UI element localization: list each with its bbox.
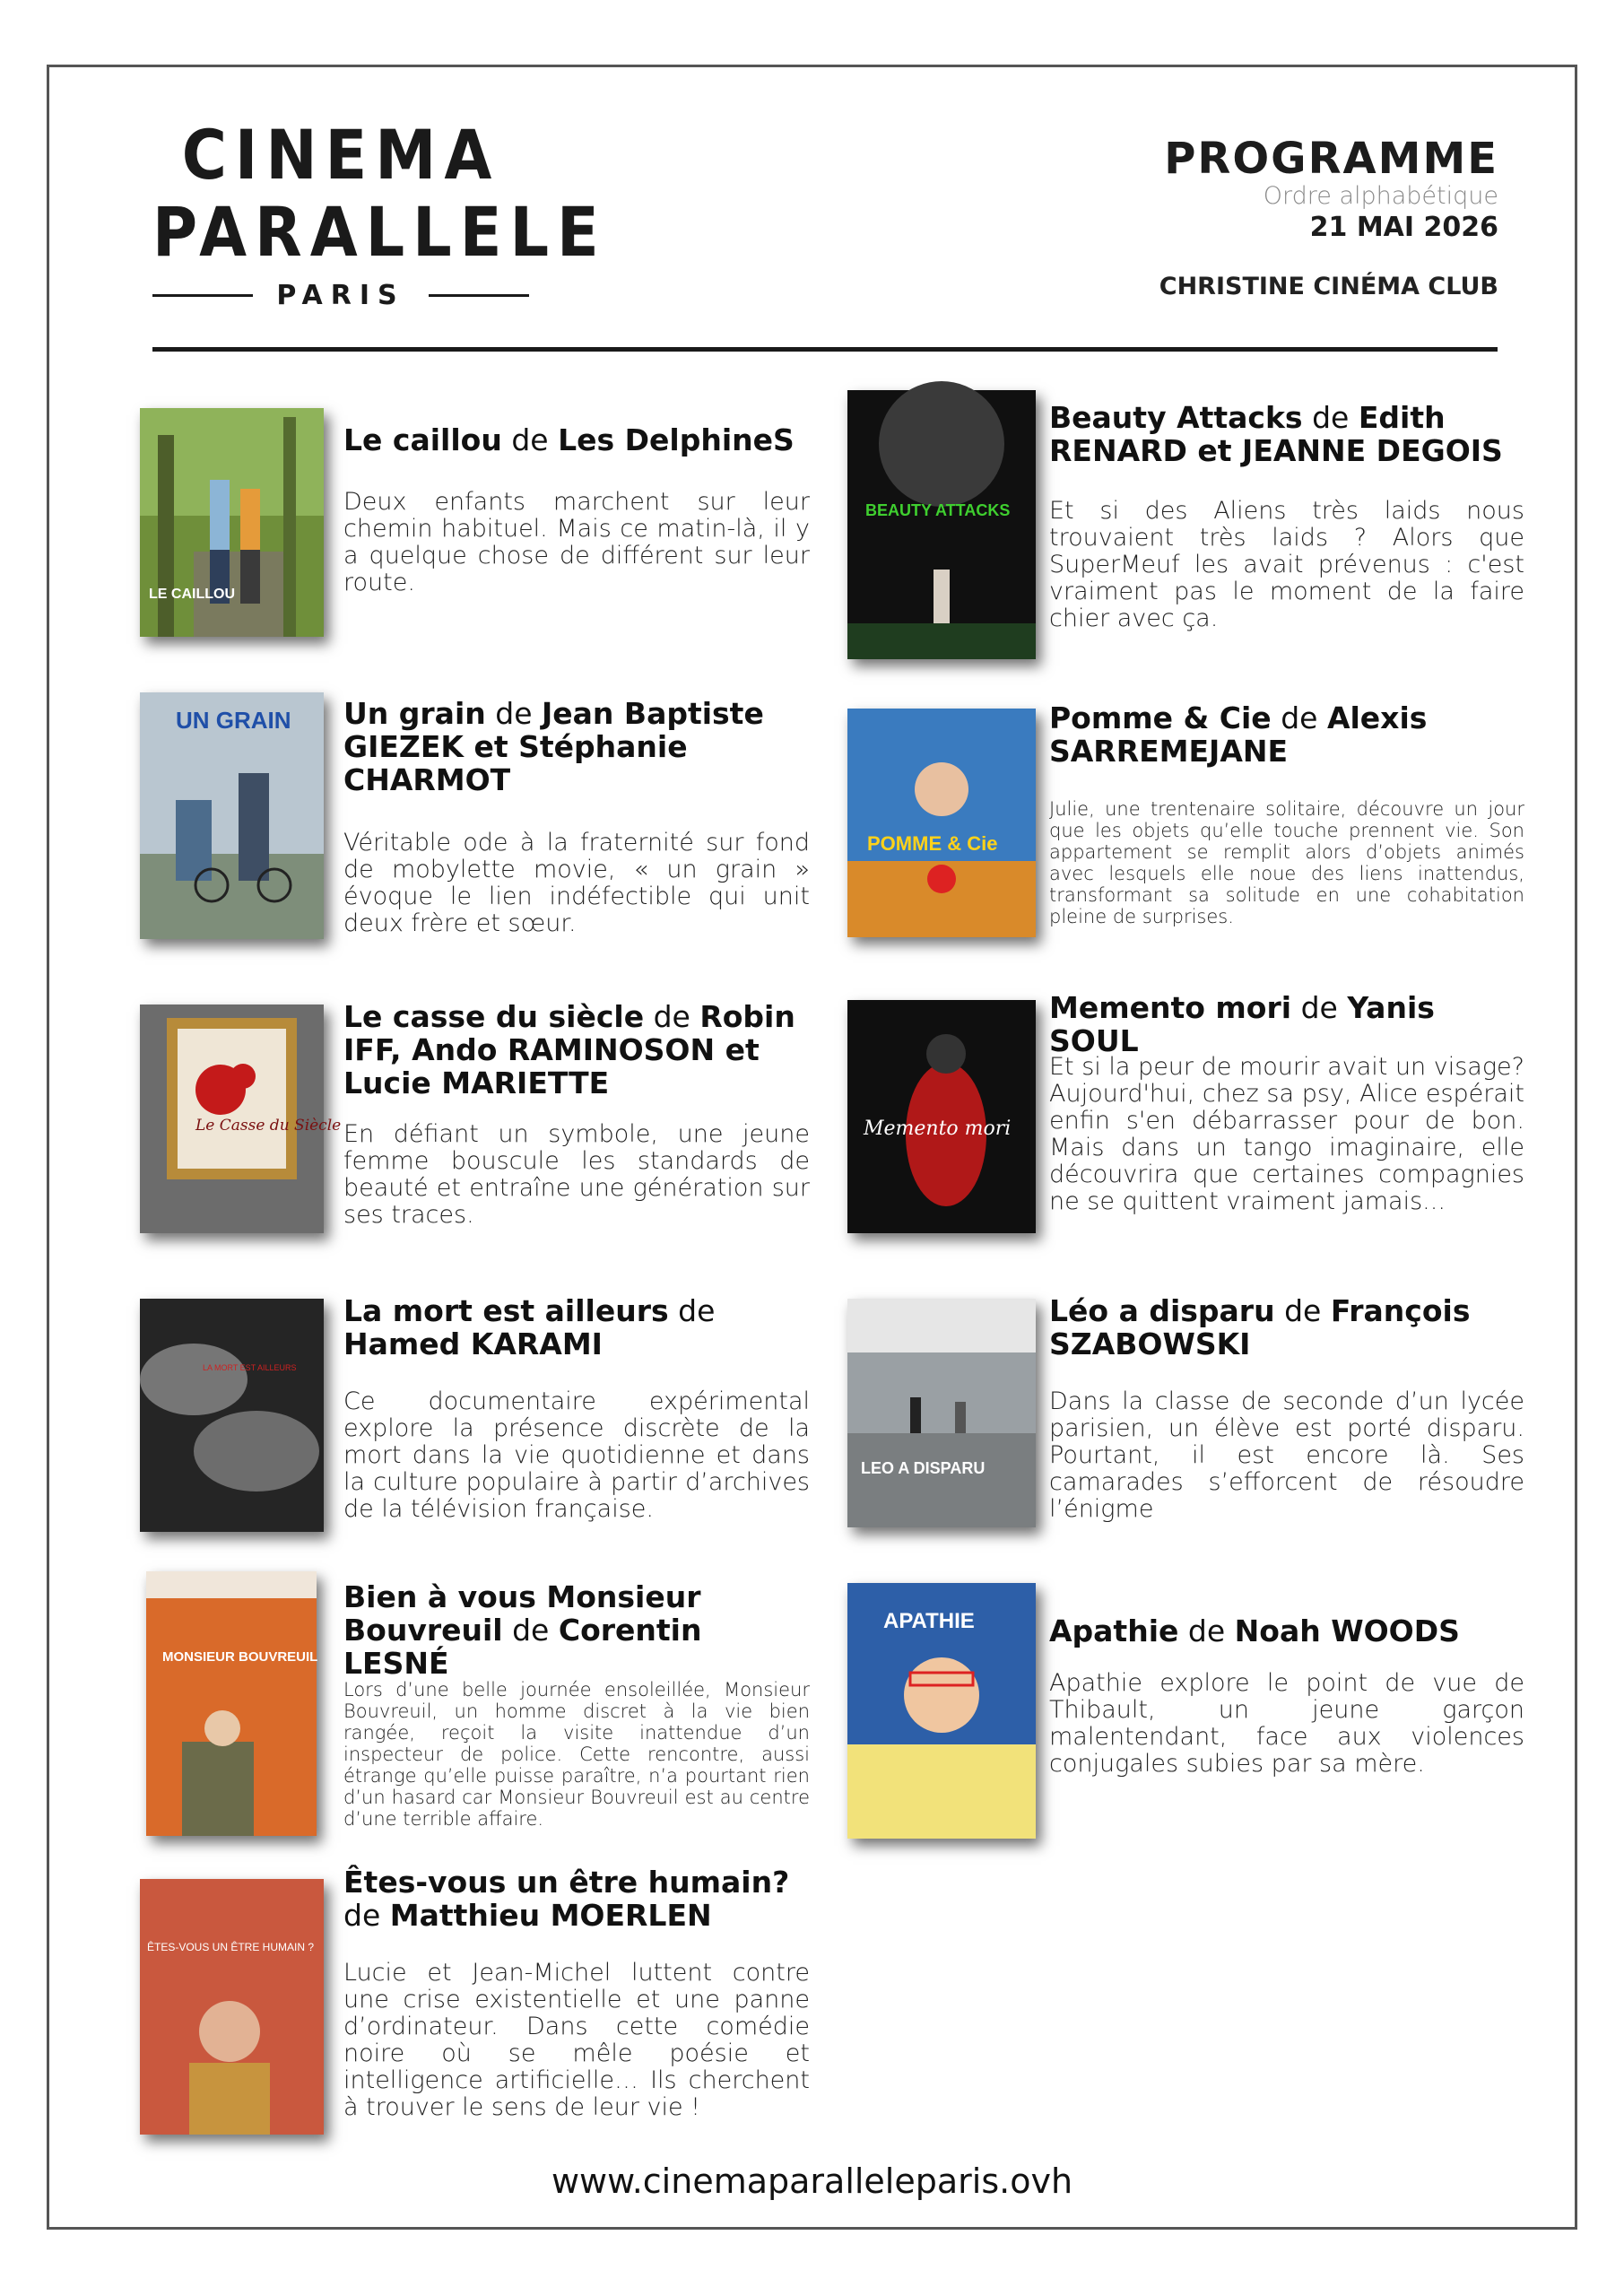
film-desc-apathie: Apathie explore le point de vue de Thibault, un jeune garçon malentendant, face aux violences conjugales subies par sa mère. [1049, 1669, 1524, 1778]
programme-date: 21 MAI 2026 [1309, 212, 1498, 243]
logo-rule-left [152, 294, 253, 297]
poster-etes-vous-un-etre-humain [140, 1879, 324, 2135]
logo-line-1: CINEMA [181, 115, 500, 195]
film-title-pomme-et-cie: Pomme & Cie de Alexis SARREMEJANE [1049, 700, 1428, 769]
header-divider [152, 347, 1498, 352]
film-desc-leo-a-disparu: Dans la classe de seconde d’un lycée parisien, un élève est porté disparu. Pourtant, il est encore là. Ses camarades s’efforcent de résoudre l’énigme [1049, 1387, 1524, 1523]
film-title-apathie: Apathie de Noah WOODS [1049, 1613, 1460, 1648]
film-title-le-casse-du-siecle: Le casse du siècle de Robin IFF, Ando RAMINOSON et Lucie MARIETTE [343, 999, 795, 1100]
film-desc-memento-mori: Et si la peur de mourir avait un visage? Aujourd'hui, chez sa psy, Alice espérait enfin s'en débarrasser pour de bon. Mais dans un tango imaginaire, elle découvrira que certaines compagnies ne se quittent vraiment jamais... [1049, 1053, 1524, 1215]
poster-pomme-et-cie [847, 709, 1036, 937]
film-title-leo-a-disparu: Léo a disparu de François SZABOWSKI [1049, 1293, 1471, 1361]
poster-memento-mori [847, 1000, 1036, 1233]
poster-un-grain [140, 692, 324, 939]
svg-text:POMME & Cie: POMME & Cie [867, 832, 998, 855]
svg-text:MONSIEUR BOUVREUIL: MONSIEUR BOUVREUIL [162, 1649, 318, 1665]
programme-club: CHRISTINE CINÉMA CLUB [1159, 273, 1498, 300]
svg-text:Memento mori: Memento mori [864, 1118, 1012, 1140]
film-desc-beauty-attacks: Et si des Aliens très laids nous trouvaient très laids ? Alors que SuperMeuf les avait prévenus : c'est vraiment pas le moment de la faire chier avec ça. [1049, 497, 1524, 632]
svg-text:BEAUTY ATTACKS: BEAUTY ATTACKS [865, 501, 1011, 519]
svg-text:UN GRAIN: UN GRAIN [176, 707, 291, 734]
svg-text:LA MORT EST AILLEURS: LA MORT EST AILLEURS [203, 1363, 297, 1372]
film-desc-le-casse-du-siecle: En défiant un symbole, une jeune femme bouscule les standards de beauté et entraîne une génération sur ses traces. [343, 1120, 810, 1229]
film-title-beauty-attacks: Beauty Attacks de Edith RENARD et JEANNE DEGOIS [1049, 400, 1503, 468]
svg-text:LE CAILLOU: LE CAILLOU [149, 587, 235, 602]
film-desc-etes-vous-un-etre-humain: Lucie et Jean-Michel luttent contre une crise existentielle et une panne d’ordinateur. Dans cette comédie noire où se mêle poésie et intelligence artificielle… Ils cherchent à trouver le sens de leur vie ! [343, 1959, 810, 2121]
film-desc-monsieur-bouvreuil: Lors d’une belle journée ensoleillée, Monsieur Bouvreuil, un homme discret à la vie bien rangée, reçoit la visite inattendue d’un inspecteur de police. Cette rencontre, aussi étrange qu’elle puisse paraître, n’a pourtant rien d’un hasard car Monsieur Bouvreuil est au centre d’une terrible affaire. [343, 1679, 810, 1830]
film-title-la-mort-est-ailleurs: La mort est ailleurs de Hamed KARAMI [343, 1293, 716, 1361]
svg-text:Le Casse du Siècle: Le Casse du Siècle [195, 1117, 342, 1135]
logo-rule-right [429, 294, 529, 297]
poster-monsieur-bouvreuil [146, 1571, 317, 1836]
poster-leo-a-disparu [847, 1299, 1036, 1527]
website-link[interactable]: www.cinemaparalleleparis.ovh [551, 2161, 1073, 2201]
poster-la-mort-est-ailleurs [140, 1299, 324, 1532]
film-desc-le-caillou: Deux enfants marchent sur leur chemin habituel. Mais ce matin-là, il y a quelque chose de différent sur leur route. [343, 488, 810, 596]
film-desc-un-grain: Véritable ode à la fraternité sur fond de mobylette movie, « un grain » évoque le lien indéfectible qui unit deux frère et sœur. [343, 829, 810, 937]
film-title-etes-vous-un-etre-humain: Êtes-vous un être humain? de Matthieu MOERLEN [343, 1865, 790, 1933]
film-title-un-grain: Un grain de Jean Baptiste GIEZEK et Stéphanie CHARMOT [343, 696, 764, 797]
poster-beauty-attacks [847, 390, 1036, 659]
svg-text:ÊTES-VOUS UN ÊTRE HUMAIN ?: ÊTES-VOUS UN ÊTRE HUMAIN ? [147, 1941, 315, 1953]
film-title-memento-mori: Memento mori de Yanis SOUL [1049, 990, 1435, 1058]
svg-text:LEO A DISPARU: LEO A DISPARU [861, 1459, 986, 1477]
cinema-logo [152, 115, 607, 311]
poster-le-caillou [140, 408, 324, 637]
programme-header [1122, 135, 1498, 300]
programme-title: PROGRAMME [1164, 134, 1498, 184]
film-desc-la-mort-est-ailleurs: Ce documentaire expérimental explore la présence discrète de la mort dans la vie quotidienne et dans la culture populaire à partir d’archives de la télévision française. [343, 1387, 810, 1523]
programme-subtitle: Ordre alphabétique [1263, 182, 1498, 210]
film-title-le-caillou: Le caillou de Les DelphineS [343, 422, 795, 457]
poster-le-casse-du-siecle [140, 1004, 342, 1233]
logo-city: PARIS [276, 280, 405, 311]
poster-apathie [847, 1583, 1036, 1839]
svg-text:APATHIE: APATHIE [883, 1609, 975, 1633]
logo-line-2: PARALLELE [152, 192, 607, 272]
film-title-monsieur-bouvreuil: Bien à vous Monsieur Bouvreuil de Corentin LESNÉ [343, 1579, 702, 1681]
film-desc-pomme-et-cie: Julie, une trentenaire solitaire, découvre un jour que les objets qu’elle touche prennent vie. Son appartement se remplit alors d’objets animés avec lesquels elle noue des liens inattendus, transformant sa solitude en une cohabitation pleine de surprises. [1049, 798, 1524, 927]
